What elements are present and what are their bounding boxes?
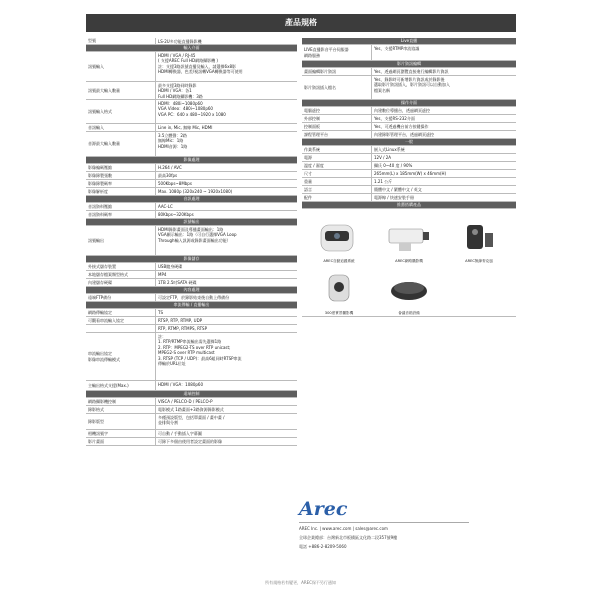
spec-value: Line in, Mic, 無線 Mic, HDMI: [158, 125, 213, 130]
spec-value: Yes，透過網頁瀏覽直接進行編輯影片資訊: [374, 69, 449, 74]
spec-value: Yes，支援RTMP串流協議: [374, 46, 420, 51]
spec-label: 本地儲存檔案類型格式: [86, 271, 156, 278]
spec-value: MP4: [158, 272, 167, 277]
spec-row: [302, 146, 516, 154]
speakerphone-image: [385, 271, 433, 309]
section-header: 影像處理: [86, 157, 297, 164]
spec-row: [302, 115, 516, 123]
spec-label: 配件: [302, 194, 372, 201]
product-label: AREC網路攝影機: [395, 259, 423, 264]
recommended-products: [302, 209, 516, 317]
spec-label: 音源最大輸入數量: [86, 132, 156, 156]
spec-value: 可錄下多個由使用者設定畫面的影像: [158, 439, 222, 444]
section-header: 推薦搭購產品: [302, 202, 516, 209]
network-camera-image: [385, 219, 433, 257]
spec-label: 訊號輸出: [86, 226, 156, 255]
spec-label: 遠端FTP備份: [86, 294, 156, 301]
panorama-camera-image: [315, 271, 363, 309]
product-label: AREC自動追蹤系統: [323, 259, 355, 264]
spec-value: Yes，可透過機台前方按鍵操作: [374, 124, 429, 129]
spec-row: [86, 172, 297, 180]
section-header: Live直播: [302, 38, 516, 45]
footer-note: 所有規格若有變更，AREC保不另行通知: [265, 580, 336, 585]
spec-label: 尺寸: [302, 170, 372, 177]
spec-label: 相機訊號字: [86, 430, 156, 437]
spec-label: 作業系統: [302, 146, 372, 153]
spec-table-left: [86, 38, 297, 446]
spec-value: AAC-LC: [158, 204, 173, 209]
spec-label: 影片畫面: [86, 438, 156, 445]
spec-label: 影像編碼壓縮: [86, 164, 156, 171]
spec-row: [86, 211, 297, 219]
spec-row: [86, 164, 297, 172]
section-header: 操作介面: [302, 100, 516, 107]
spec-row: [86, 203, 297, 211]
spec-value: 12V / 2A: [374, 155, 391, 160]
spec-value: Yes，錄影時可新增影片資訊或於錄影後 選取影片資訊插入，影片資訊可以自動加入 檔案名稱: [374, 77, 450, 93]
spec-value: USB隨身硬碟: [158, 264, 183, 269]
spec-label: 錄影版型: [86, 414, 156, 429]
spec-value: 最多支援3路同時錄影 HDMI / VGA：各1 Full HD網路攝影機：3路: [158, 83, 203, 99]
spec-value: 265mm(L) x 185mm(W) x 46mm(H): [374, 171, 447, 176]
spec-row: [86, 279, 297, 287]
spec-value: 80Kbps~320Kbps: [158, 212, 194, 217]
spec-row: [86, 263, 297, 271]
spec-row: [86, 52, 297, 82]
spec-value: TS: [158, 310, 163, 315]
spec-value: 3.5立體聲：2路 無線Mic：1路 HDMI音源：1路: [158, 133, 188, 149]
spec-row: [86, 271, 297, 279]
spec-row: [86, 381, 297, 391]
spec-row: [86, 325, 297, 333]
product-item: [306, 219, 372, 265]
spec-label: 電源: [302, 154, 372, 161]
spec-label: LIVE直播影音平台伺服器 網路服務: [302, 45, 372, 60]
product-label: AREC無線麥克風: [465, 259, 493, 264]
spec-label: 影像錄製張數: [86, 172, 156, 179]
spec-label: 內建儲存硬碟: [86, 279, 156, 286]
spec-value: H.264 / AVC: [158, 165, 182, 170]
spec-value: VISCA / PELCO-D / PELCO-P: [158, 399, 213, 404]
section-header: 輸入介面: [86, 45, 297, 52]
spec-label: 重量: [302, 178, 372, 185]
spec-label: 影片資訊插入檔名: [302, 76, 372, 99]
spec-label: 影像解析度: [86, 188, 156, 195]
spec-row: [86, 226, 297, 256]
spec-label: [86, 325, 156, 332]
product-label: 會議音箱設備: [398, 311, 420, 316]
spec-label: 網路傳輸協定: [86, 309, 156, 316]
spec-label: 影像錄製碼率: [86, 180, 156, 187]
spec-row: [302, 170, 516, 178]
spec-value: RTSP, RTP, RTMP, UDP: [158, 318, 203, 323]
spec-label: 電腦遙控: [302, 107, 372, 114]
spec-value: 內建錄影管理平台，透過網頁遙控: [374, 132, 434, 137]
spec-value: 內建數位導播台，透過網頁遙控: [374, 108, 430, 113]
spec-label: 錄影格式: [86, 406, 156, 413]
spec-label: 訊號輸入格式: [86, 100, 156, 123]
spec-row: [86, 100, 297, 124]
spec-row: [302, 162, 516, 170]
spec-row: [86, 333, 297, 381]
wireless-mic-image: [455, 219, 503, 257]
spec-row: [86, 124, 297, 132]
contact-line-phone: 電話 +886-2-8209-5060: [299, 544, 347, 549]
spec-value: 多種預設版型，包括單畫面 / 畫中畫 / 並排與分割: [158, 415, 225, 426]
spec-value: HDMI / VGA：1080p60: [158, 382, 203, 387]
spec-row: [86, 82, 297, 100]
section-header: 內容處理: [86, 287, 297, 294]
spec-label: 溫度 / 濕度: [302, 162, 372, 169]
section-header: 影片資訊編輯: [302, 61, 516, 68]
spec-row: [86, 294, 297, 302]
spec-row: [86, 309, 297, 317]
spec-value: 1TB 2.5吋SATA 硬碟: [158, 280, 197, 285]
spec-row: [302, 194, 516, 202]
spec-value: 簡體中文 / 繁體中文 / 英文: [374, 187, 422, 192]
page-title: 產品規格: [86, 14, 516, 32]
spec-label: 語言: [302, 186, 372, 193]
spec-value: 電源線 / 快速安裝手冊: [374, 195, 414, 200]
spec-row: [86, 438, 297, 446]
section-header: 遠端控制: [86, 391, 297, 398]
spec-value: HDMI：480i~1080p60 VGA Video：480i~1080p60 VGA PC：640 x 480~1920 x 1080: [158, 101, 226, 117]
spec-label: 畫面編輯影片資訊: [302, 68, 372, 75]
contact-info: [299, 522, 469, 551]
spec-value: HDMI錄影畫面及導播畫面輸出：1路 VGA顯示輸出：1路（可自行選擇VGA Loop Through輸入訊源或錄影畫面輸出功能）: [158, 227, 237, 243]
section-header: 一般: [302, 139, 516, 146]
product-item: [306, 271, 372, 317]
spec-label: 訊號最大輸入數量: [86, 82, 156, 99]
product-item: [446, 219, 512, 265]
spec-label: 網路攝影機控制: [86, 398, 156, 405]
section-header: 音訊處理: [86, 196, 297, 203]
spec-row: [302, 178, 516, 186]
section-header: 訊號輸出: [86, 219, 297, 226]
spec-value: 註： 1. RTP/RTMP串流輸出需先選擇1路 2. RTP：MPEG2-TS over RTP unicast; MPEG2-S over RTP multicast 3. RTSP (TCP / UDP)：最高6組同時RTSP串流 傳輸於URL位址: [158, 334, 242, 367]
spec-value: 最高30fps: [158, 173, 178, 178]
spec-label: 訊號輸入: [86, 52, 156, 81]
spec-label: 型號: [86, 38, 156, 44]
spec-label: 音訊資料碼率: [86, 211, 156, 218]
spec-value: Yes，支援RS-232介面: [374, 116, 415, 121]
spec-row: [86, 414, 297, 430]
spec-label: 主輸出格式支援(Max.): [86, 381, 156, 390]
product-item: [376, 219, 442, 265]
spec-row: [302, 76, 516, 100]
spec-row: [86, 180, 297, 188]
spec-value: RTP, RTMP, RTMPS, RTSP: [158, 326, 207, 331]
spec-row: [302, 131, 516, 139]
product-label: 300度實景攝影機: [324, 311, 354, 316]
spec-label: 串流輸出協定 影像串流傳輸模式: [86, 333, 156, 380]
spec-label: 音訊資料壓縮: [86, 203, 156, 210]
brand-logo: Arec: [299, 498, 348, 520]
spec-row: [302, 68, 516, 76]
section-header: 影像儲存: [86, 256, 297, 263]
spec-row: [86, 406, 297, 414]
spec-label: 可觀看串流輸入協定: [86, 317, 156, 324]
spec-row: [86, 38, 297, 45]
spec-label: 控制面板: [302, 123, 372, 130]
product-item: [376, 271, 442, 317]
spec-value: 1.21 公斤: [374, 179, 393, 184]
spec-value: 攝氏 0~40 度 / 90%: [374, 163, 413, 168]
spec-row: [86, 132, 297, 157]
spec-value: 電影模式 1路畫面+3路資源錄影模式: [158, 407, 224, 412]
spec-row: [302, 107, 516, 115]
spec-value: 500Kbps~8Mbps: [158, 181, 192, 186]
spec-value: 可設定FTP，於錄影結束後自動上傳備份: [158, 295, 230, 300]
spec-table-right: [302, 38, 516, 317]
spec-row: [302, 154, 516, 162]
contact-line-address: 全球企業總部：台灣新北市板橋區文化路二段357號9樓: [299, 535, 398, 540]
tracking-camera-image: [315, 219, 363, 257]
spec-label: 外部控制: [302, 115, 372, 122]
spec-row: [302, 186, 516, 194]
spec-value: LS-2U多功能直播錄影機: [158, 39, 202, 44]
spec-row: [86, 317, 297, 325]
spec-label: 外接式儲存裝置: [86, 263, 156, 270]
spec-label: 音訊輸入: [86, 124, 156, 131]
spec-row: [86, 398, 297, 406]
spec-value: HDMI / VGA / RJ-45 ( 支援AREC Full HD網路攝影機 ) 註：支援3路訊號直播及輸入，請選擇6x8影 HDMI轉換器，色差/視訊轉VGA轉換器等可使用: [158, 53, 243, 75]
section-header: 串流傳輸 / 直播輸出: [86, 302, 297, 309]
spec-value: 嵌入式Linux系統: [374, 147, 405, 152]
spec-value: 可自動 / 手動插入字幕圖: [158, 431, 202, 436]
spec-row: [302, 45, 516, 61]
spec-label: 課程管理平台: [302, 131, 372, 138]
spec-row: [86, 188, 297, 196]
spec-row: [86, 430, 297, 438]
contact-line-web: AREC Inc. | www.arec.com | sales@arec.com: [299, 526, 388, 531]
spec-value: Max. 1080p (320x240 ~ 1920x1080): [158, 189, 233, 194]
spec-row: [302, 123, 516, 131]
